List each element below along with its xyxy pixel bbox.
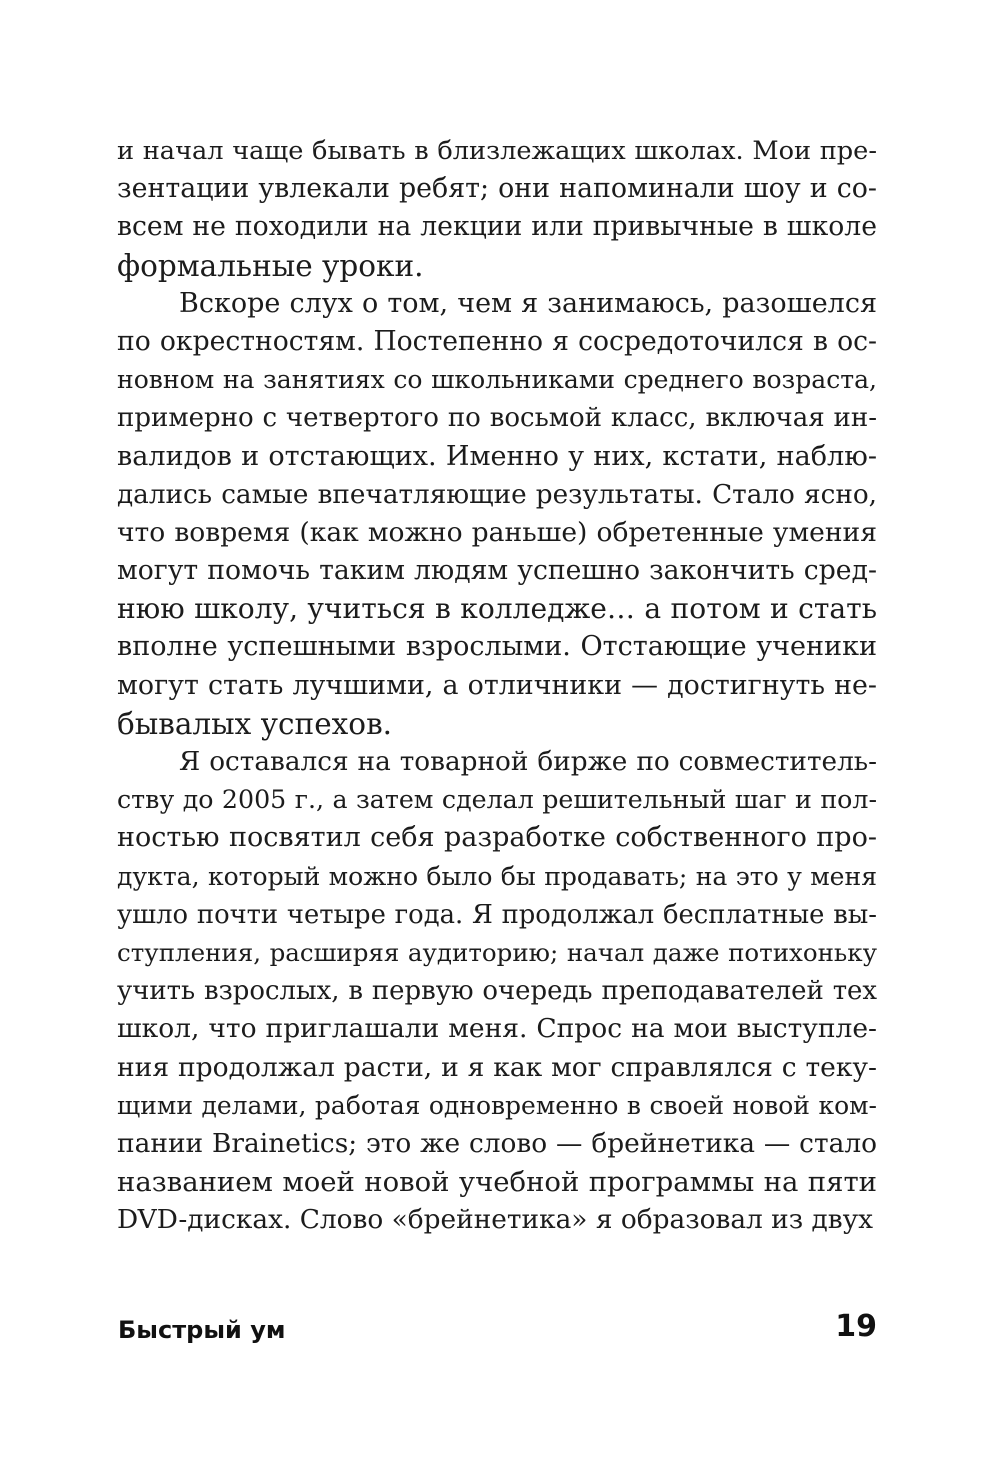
text-line: ству до 2005 г., а затем сделал решительный шаг и пол- [117, 785, 877, 815]
text-line: нюю школу, учиться в колледже… а потом и стать [117, 592, 877, 626]
text-line: названием моей новой учебной программы на пяти [117, 1166, 877, 1199]
text-line: зентации увлекали ребят; они напоминали шоу и со- [117, 173, 877, 205]
text-line: что вовремя (как можно раньше) обретенные умения [117, 516, 877, 548]
paragraph [117, 285, 877, 743]
text-line: и начал чаще бывать в близлежащих школах. Мои пре- [117, 136, 877, 166]
text-line: бывалых успехов. [117, 706, 393, 741]
text-line: DVD-дисках. Слово «брейнетика» я образовал из двух [117, 1205, 874, 1236]
text-line: дукта, который можно было бы продавать; на это у меня [117, 861, 877, 891]
text-line: новном на занятиях со школьниками среднего возраста, [117, 365, 877, 395]
text-line: ступления, расширяя аудиторию; начал даже потихоньку [117, 937, 877, 967]
text-line: примерно с четвертого по восьмой класс, включая ин- [117, 403, 877, 434]
text-line: по окрестностям. Постепенно я сосредоточился в ос- [117, 325, 877, 357]
text-line: могут стать лучшими, а отличники — достигнуть не- [117, 669, 877, 701]
text-line: учить взрослых, в первую очередь преподавателей тех [117, 976, 877, 1007]
text-line: ушло почти четыре года. Я продолжал бесплатные вы- [117, 899, 877, 930]
text-line: ностью посвятил себя разработке собственного про- [117, 822, 877, 854]
text-line: Вскоре слух о том, чем я занимаюсь, разошелся [179, 287, 877, 319]
text-line: могут помочь таким людям успешно закончить сред- [117, 555, 877, 587]
text-line: вполне успешными взрослыми. Отстающие ученики [117, 631, 877, 663]
body-text [117, 132, 877, 1239]
text-line: ния продолжал расти, и я как мог справлялся с теку- [117, 1051, 877, 1083]
text-line: щими делами, работая одновременно в своей новой ком- [117, 1090, 877, 1120]
text-line: валидов и отстающих. Именно у них, кстати, наблю- [117, 440, 877, 472]
text-line: дались самые впечатляющие результаты. Стало ясно, [117, 479, 877, 510]
running-footer-title: Быстрый ум [118, 1316, 286, 1344]
text-line: Я оставался на товарной бирже по совместитель- [179, 747, 877, 777]
page-number: 19 [835, 1309, 877, 1344]
text-line: всем не походили на лекции или привычные в школе [117, 211, 877, 243]
text-line: пании Brainetics; это же слово — брейнетика — стало [117, 1127, 877, 1159]
paragraph [117, 132, 877, 285]
paragraph [117, 743, 877, 1239]
text-line: школ, что приглашали меня. Спрос на мои выступле- [117, 1013, 877, 1045]
text-line: формальные уроки. [117, 248, 424, 283]
